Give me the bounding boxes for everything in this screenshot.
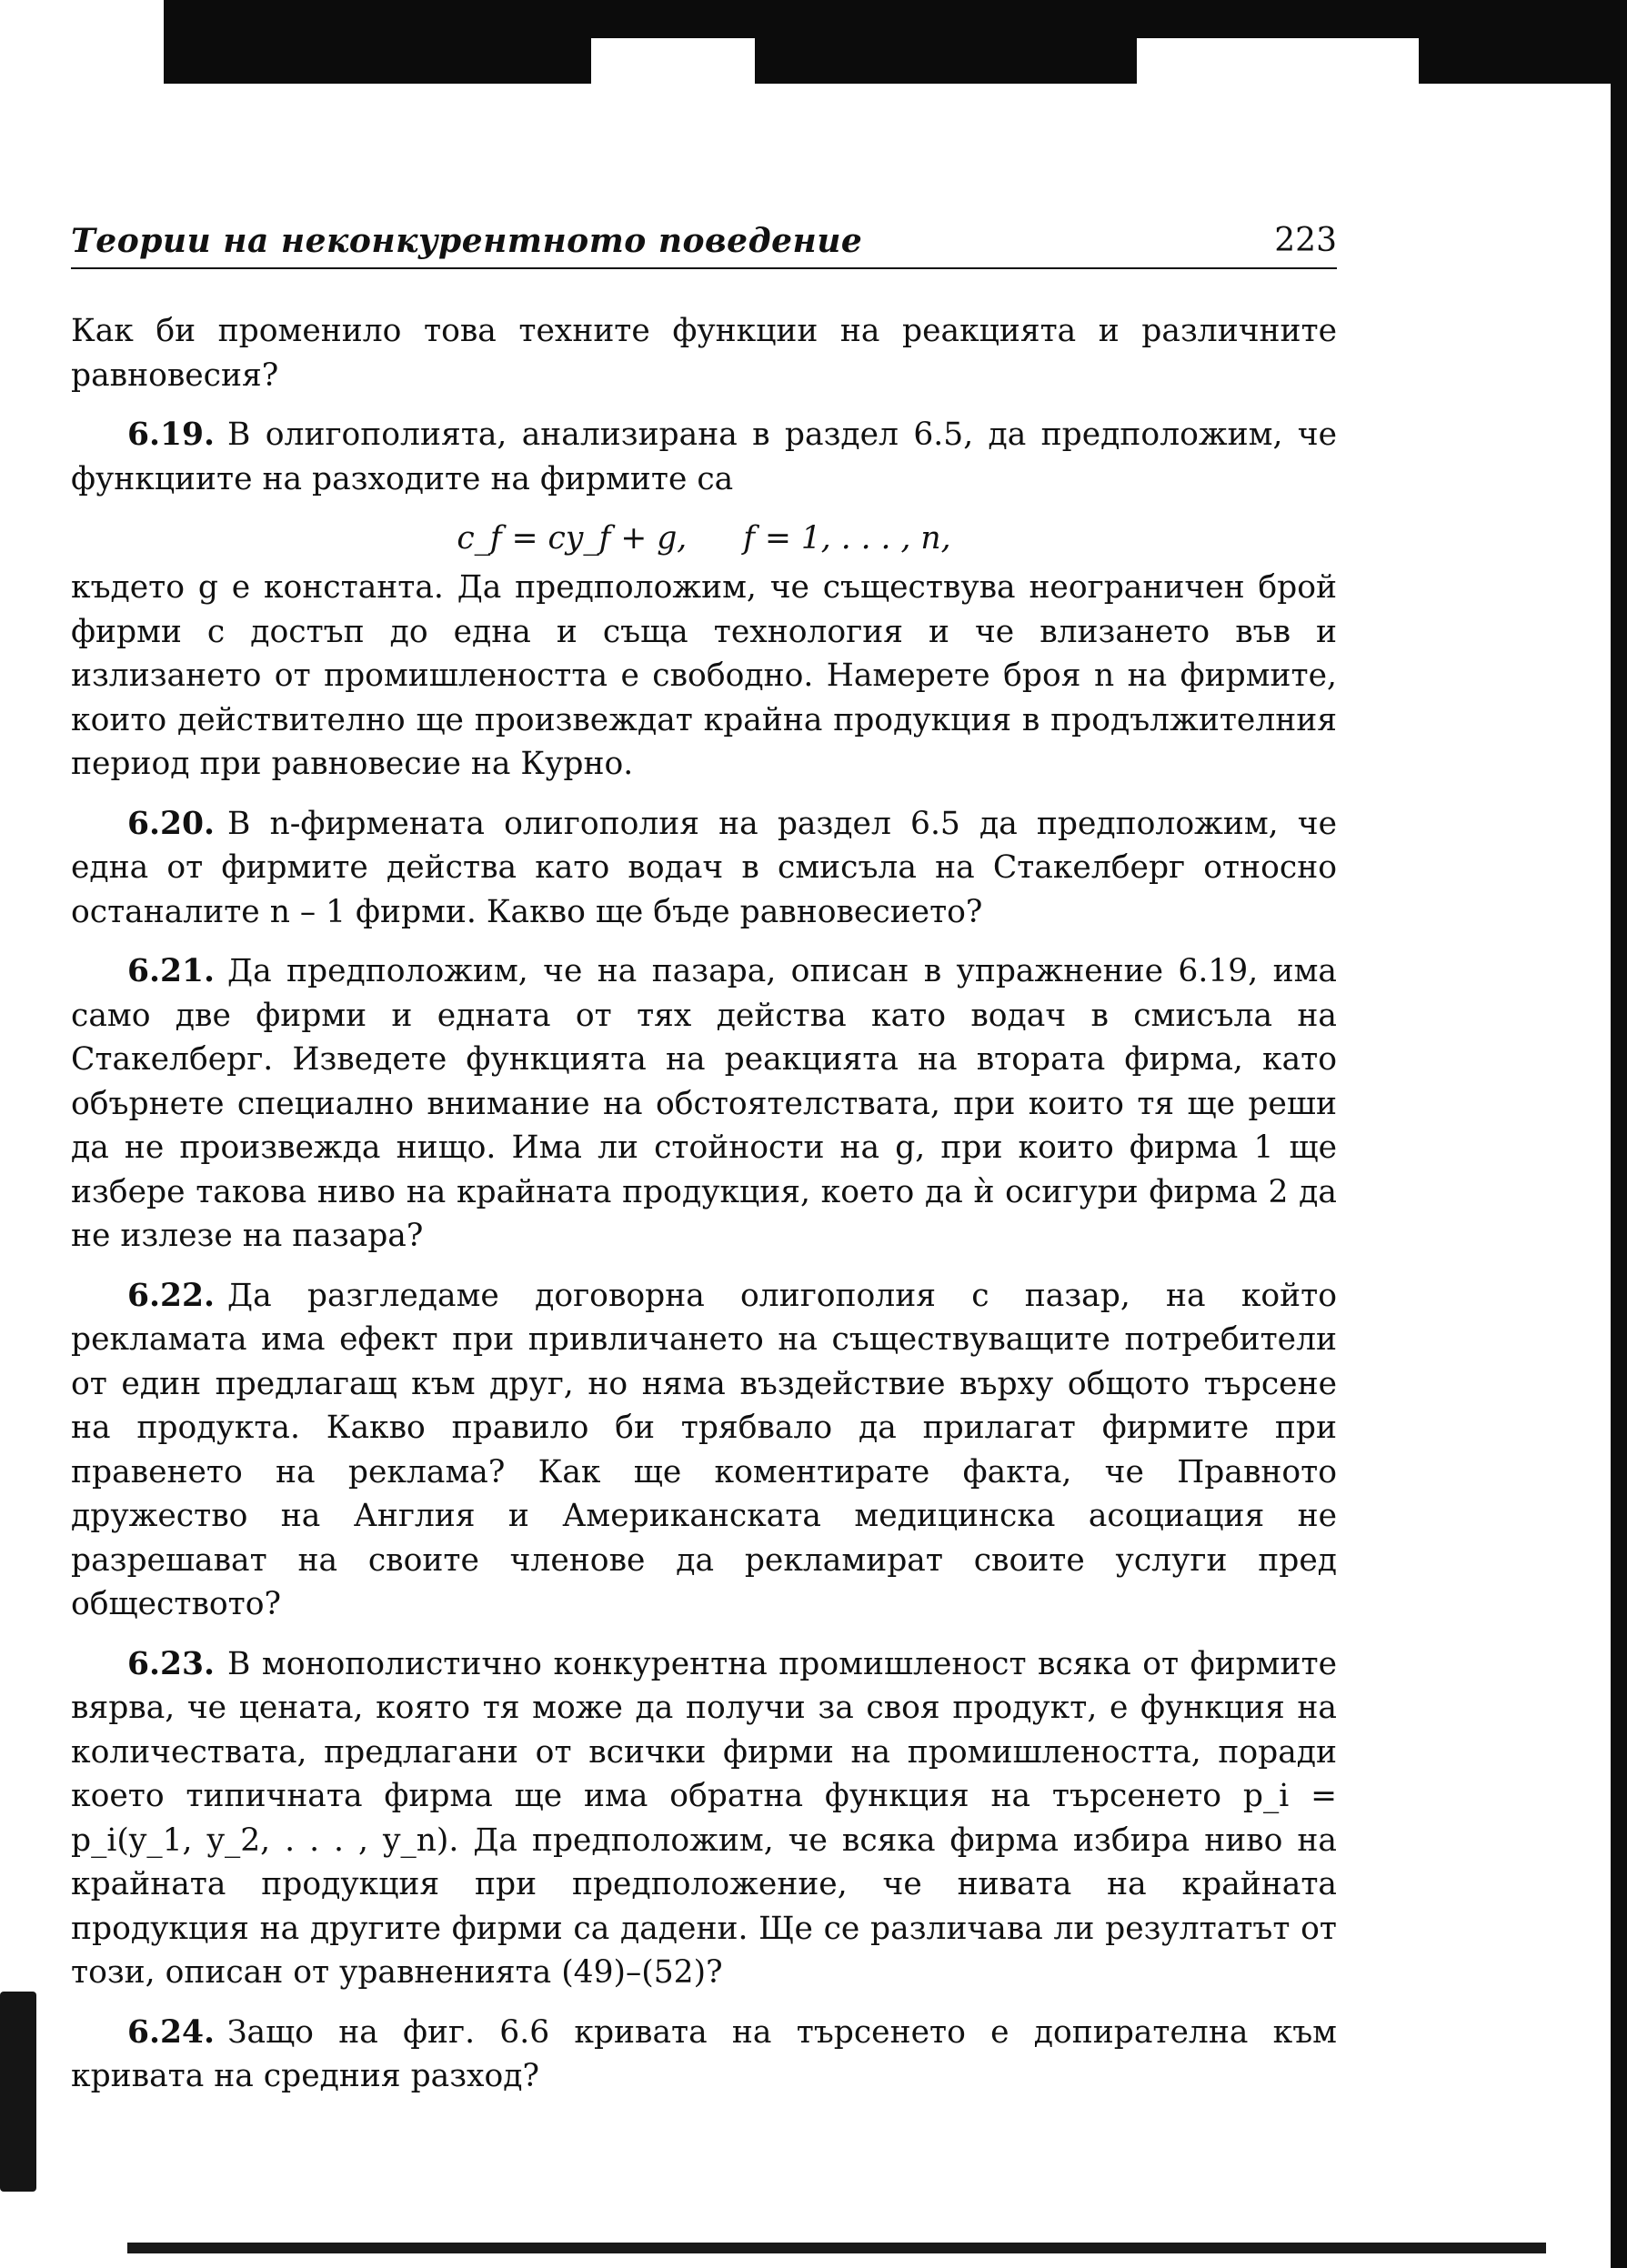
exercise-number: 6.22. [127,1277,216,1314]
exercise-text: В n-фирмената олигополия на раздел 6.5 да предположим, че една от фирмите действа като водач в смисъла на Стакелберг относно останалите n – 1 фирми. Какво ще бъде равновесието? [71,805,1337,930]
chapter-title: Теории на неконкурентното поведение [71,222,863,260]
running-header [71,216,1337,269]
exercise-text: Да разгледаме договорна олигополия с пазар, на който рекламата има ефект при привличането на съществуващите потребители от един предлагащ към друг, но няма въздействие върху общото търсене на продукта. Какво правило би трябвало да прилагат фирмите при правенето на реклама? Как ще коментирате факта, че Правното дружество на Англия и Американската медицинска асоциация не разрешават на своите членове да рекламират своите услуги пред обществото? [71,1277,1337,1622]
paragraph-continuation: Как би променило това техните функции на реакцията и различните равновесия? [71,313,1337,394]
page-number: 223 [1274,222,1337,259]
page-body [71,309,1337,2114]
scan-gap [591,38,755,84]
exercise-6-24 [71,2011,1337,2099]
formula-left: c_f = cy_f + g, [457,520,688,557]
cost-function-formula [71,517,1337,560]
exercise-6-22 [71,1274,1337,1627]
exercise-text: В монополистично конкурентна промишленост всяка от фирмите вярва, че цената, която тя може да получи за своя продукт, е функция на количествата, предлагани от всички фирми на промишлеността, поради което типичната фирма ще има обратна функция на търсенето p_i = p_i(y_1, y_2, . . . , y_n). Да предположим, че всяка фирма избира ниво на крайната продукция при предположение, че нивата на крайната продукция на другите фирми са дадени. Ще се различава ли резултатът от този, описан от уравненията (49)–(52)? [71,1645,1337,1991]
exercise-number: 6.19. [127,416,216,453]
exercise-6-21 [71,949,1337,1259]
exercise-text-continued: където g е константа. Да предположим, че съществува неограничен брой фирми с достъп до една и съща технология и че влизането във и излизането от промишлеността е свободно. Намерете броя n на фирмите, които действително ще произвеждат крайна продукция в продължителния период при равновесие на Курно. [71,569,1337,782]
exercise-6-23 [71,1642,1337,1995]
scan-border-bottom [127,2243,1546,2253]
exercise-6-19 [71,413,1337,501]
scan-mark-left [0,1992,36,2192]
exercise-6-20 [71,802,1337,935]
exercise-text: В олигополията, анализирана в раздел 6.5, да предположим, че функциите на разходите на фирмите са [71,416,1337,497]
formula-right: f = 1, . . . , n, [743,520,951,557]
exercise-number: 6.24. [127,2013,216,2051]
exercise-number: 6.23. [127,1645,216,1682]
exercise-text: Да предположим, че на пазара, описан в упражнение 6.19, има само две фирми и едната от тях действа като водач в смисъла на Стакелберг. Изведете функцията на реакцията на втората фирма, като обърнете специално внимание на обстоятелствата, при които тя ще реши да не произвежда нищо. Има ли стойности на g, при които фирма 1 ще избере такова ниво на крайната продукция, което да ѝ осигури фирма 2 да не излезе на пазара? [71,953,1337,1254]
scan-gap [1137,38,1419,84]
exercise-number: 6.20. [127,805,216,842]
scan-border-right [1611,0,1627,2268]
scan-border-top [164,0,1614,84]
exercise-number: 6.21. [127,953,216,989]
exercise-text: Защо на фиг. 6.6 кривата на търсенето е допирателна към кривата на средния разход? [71,2013,1337,2094]
